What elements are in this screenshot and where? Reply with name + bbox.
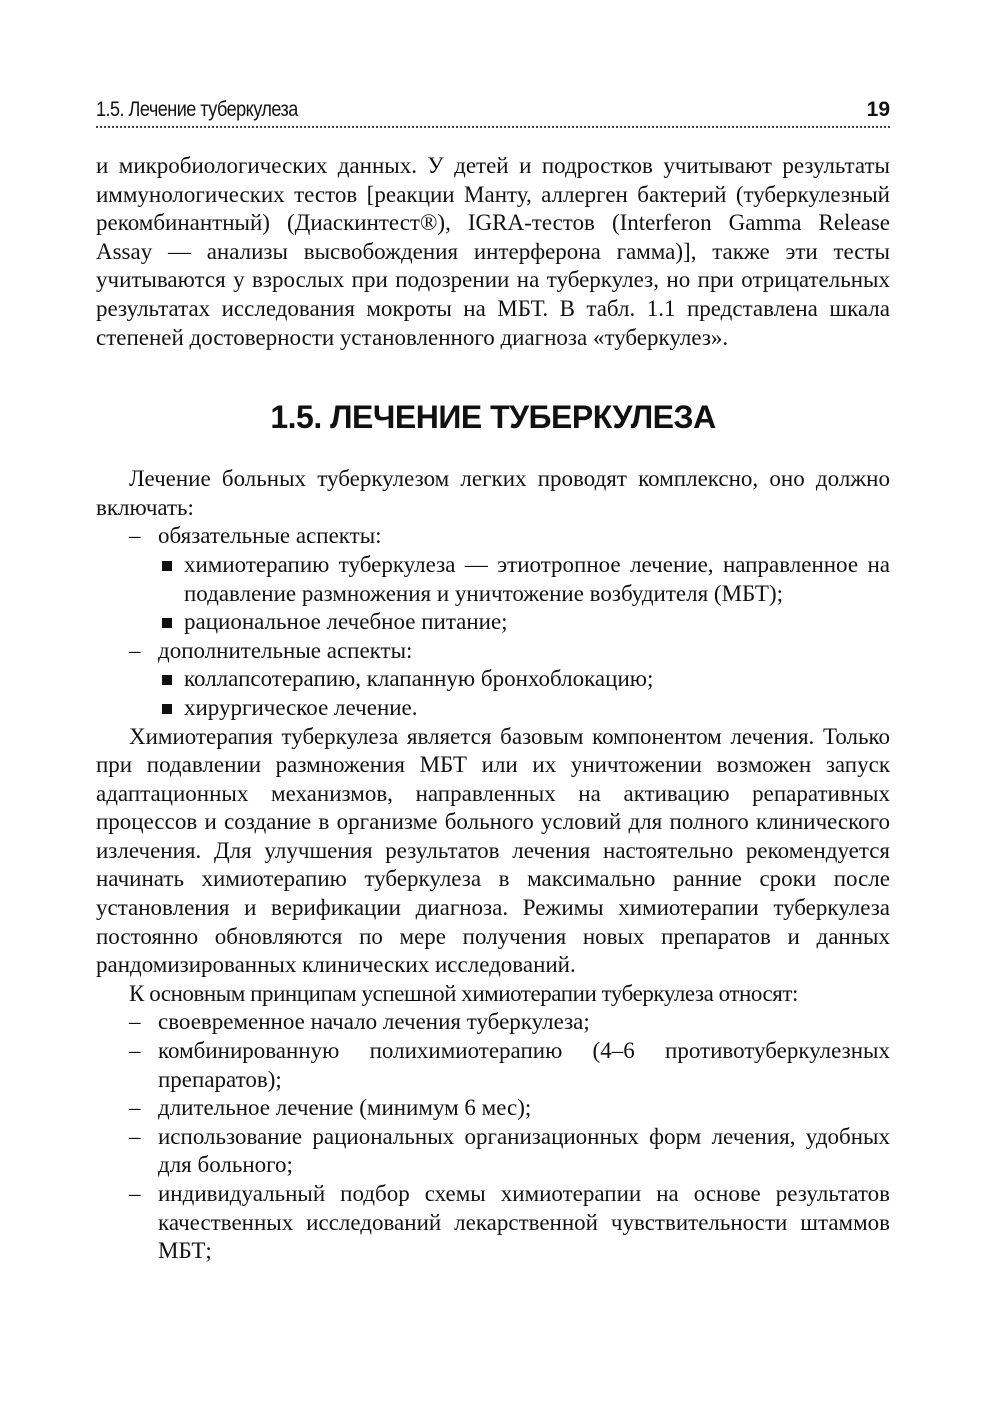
aspect-additional [96,637,890,666]
running-header [96,92,890,128]
dash-marker: – [129,523,141,549]
list-item [96,1094,890,1123]
square-bullet-icon [162,675,172,685]
running-title: 1.5. Лечение туберкулеза [96,98,298,121]
list-item [96,1008,890,1037]
dash-marker: – [129,637,141,663]
dash-marker: – [129,1038,141,1064]
intro-paragraph: и микробиологических данных. У детей и подростков учитывают результаты иммунологических тестов [реакции Манту, аллерген бактерий (туберкулезный рекомбинантный) (Диаскинтест®), IGRA-тестов (Interferon Gamma Release Assay — анализы высвобождения интерферона гамма)], также эти тесты учитываются у взрослых при подозрении на туберкулез, но при отрицательных результатах исследования мокроты на МБТ. В табл. 1.1 представлена шкала степеней достоверности установленного диагноза «туберкулез». [96,153,890,350]
dash-marker: – [129,1181,141,1206]
page-content [96,152,890,1266]
square-bullet-icon [162,704,172,714]
list-item [96,1180,890,1266]
section-heading: 1.5. ЛЕЧЕНИЕ ТУБЕРКУЛЕЗА [270,399,716,436]
list-item-text: химиотерапию туберкулеза — этиотропное лечение, направленное на подавление размножения и уничтожение возбудителя (МБТ); [184,551,890,606]
list-item [160,665,890,694]
list-item-text: рациональное лечебное питание; [184,609,508,635]
aspects-list-2 [96,637,890,666]
additional-items-list [158,665,890,722]
page-number: 19 [866,98,890,121]
list-item [160,551,890,608]
lead-paragraph: Лечение больных туберкулезом легких проводят комплексно, оно должно включать: [96,466,890,520]
list-item [160,608,890,637]
list-item [96,1123,890,1180]
dash-marker: – [129,1123,141,1149]
square-bullet-icon [162,618,172,628]
principle-text: длительное лечение (минимум 6 мес); [158,1095,532,1121]
list-item [160,694,890,723]
principle-text: использование рациональных организационных форм лечения, удобных для больного; [158,1123,890,1178]
principles-intro: К основным принципам успешной химиотерапии туберкулеза относят: [129,980,798,1006]
list-item-text: хирургическое лечение. [184,694,418,720]
principle-text: индивидуальный подбор схемы химиотерапии на основе результатов качественных исследований лекарственной чувствительности штаммов МБТ; [158,1181,890,1264]
mandatory-items-list [158,551,890,637]
principle-text: комбинированную полихимиотерапию (4–6 противотуберкулезных препаратов); [158,1038,890,1092]
aspect-label: дополнительные аспекты: [158,637,413,663]
aspects-list [96,522,890,551]
dash-marker: – [129,1009,141,1035]
list-item-text: коллапсотерапию, клапанную бронхоблокацию; [184,666,654,692]
principles-list [96,1008,890,1265]
aspect-mandatory [96,522,890,551]
list-item [96,1037,890,1094]
aspect-label: обязательные аспекты: [158,523,382,549]
chemo-paragraph: Химиотерапия туберкулеза является базовым компонентом лечения. Только при подавлении размножения МБТ или их уничтожении возможен запуск адаптационных механизмов, направленных на активацию репаративных процессов и создание в организме больного условий для полного клинического излечения. Для улучшения результатов лечения настоятельно рекомендуется начинать химиотерапию туберкулеза в максимально ранние сроки после установления и верификации диагноза. Режимы химиотерапии туберкулеза постоянно обновляются по мере получения новых препаратов и данных рандомизированных клинических исследований. [96,723,890,978]
principle-text: своевременное начало лечения туберкулеза; [158,1009,590,1035]
dash-marker: – [129,1095,141,1121]
square-bullet-icon [162,561,172,571]
book-page [96,92,890,1266]
